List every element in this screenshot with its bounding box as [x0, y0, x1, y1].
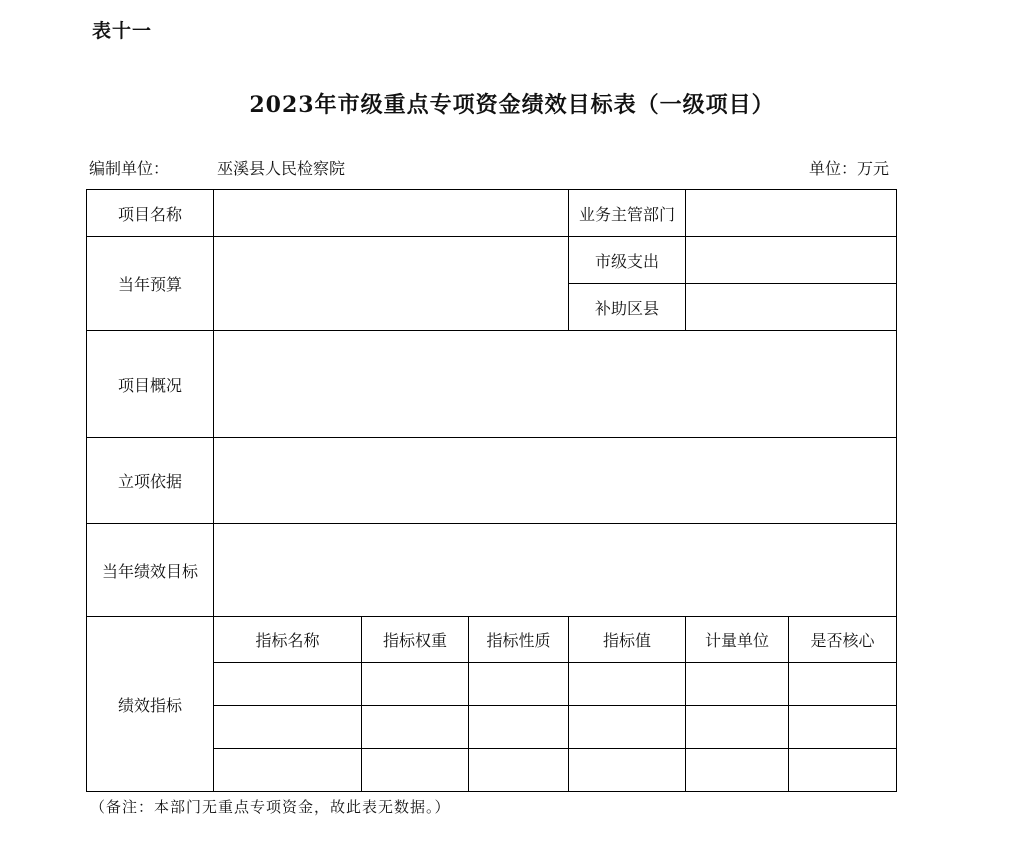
indicator-cell	[789, 663, 897, 706]
overview-label: 项目概况	[87, 331, 214, 438]
project-name-label: 项目名称	[87, 190, 214, 237]
county-subsidy-label: 补助区县	[569, 284, 686, 331]
indicator-cell	[469, 706, 569, 749]
indicator-header-unit: 计量单位	[686, 617, 789, 663]
indicator-cell	[214, 749, 362, 792]
indicators-label: 绩效指标	[87, 617, 214, 792]
performance-goal-table	[86, 189, 897, 792]
indicator-header-core: 是否核心	[789, 617, 897, 663]
annual-goal-row	[87, 524, 897, 617]
indicator-cell	[469, 663, 569, 706]
indicator-cell	[214, 663, 362, 706]
indicator-cell	[362, 663, 469, 706]
dept-value	[686, 190, 897, 237]
overview-row	[87, 331, 897, 438]
indicator-header-value: 指标值	[569, 617, 686, 663]
indicator-cell	[469, 749, 569, 792]
overview-value	[214, 331, 897, 438]
footnote: （备注：本部门无重点专项资金，故此表无数据。）	[90, 798, 451, 816]
indicator-cell	[214, 706, 362, 749]
document-title: 2023年市级重点专项资金绩效目标表（一级项目）	[249, 92, 775, 118]
indicator-header-nature: 指标性质	[469, 617, 569, 663]
unit-line	[89, 156, 889, 178]
project-name-value	[214, 190, 569, 237]
annual-goal-label: 当年绩效目标	[87, 524, 214, 617]
dept-label: 业务主管部门	[569, 190, 686, 237]
indicator-header-row	[87, 617, 897, 663]
indicator-cell	[569, 706, 686, 749]
table-number: 表十一	[92, 20, 153, 42]
indicator-cell	[362, 706, 469, 749]
project-name-row	[87, 190, 897, 237]
currency-unit: 单位：万元	[808, 159, 889, 178]
indicator-cell	[789, 749, 897, 792]
org-name: 巫溪县人民检察院	[217, 159, 346, 178]
basis-label: 立项依据	[87, 438, 214, 524]
indicator-header-weight: 指标权重	[362, 617, 469, 663]
indicator-cell	[686, 749, 789, 792]
basis-value	[214, 438, 897, 524]
indicator-cell	[569, 663, 686, 706]
budget-value	[214, 237, 569, 331]
indicator-cell	[362, 749, 469, 792]
county-subsidy-value	[686, 284, 897, 331]
annual-goal-value	[214, 524, 897, 617]
indicator-cell	[789, 706, 897, 749]
indicator-header-name: 指标名称	[214, 617, 362, 663]
indicator-cell	[686, 706, 789, 749]
budget-label: 当年预算	[87, 237, 214, 331]
city-spend-value	[686, 237, 897, 284]
org-label: 编制单位：	[89, 159, 170, 178]
budget-row	[87, 237, 897, 284]
city-spend-label: 市级支出	[569, 237, 686, 284]
basis-row	[87, 438, 897, 524]
indicator-cell	[686, 663, 789, 706]
indicator-cell	[569, 749, 686, 792]
